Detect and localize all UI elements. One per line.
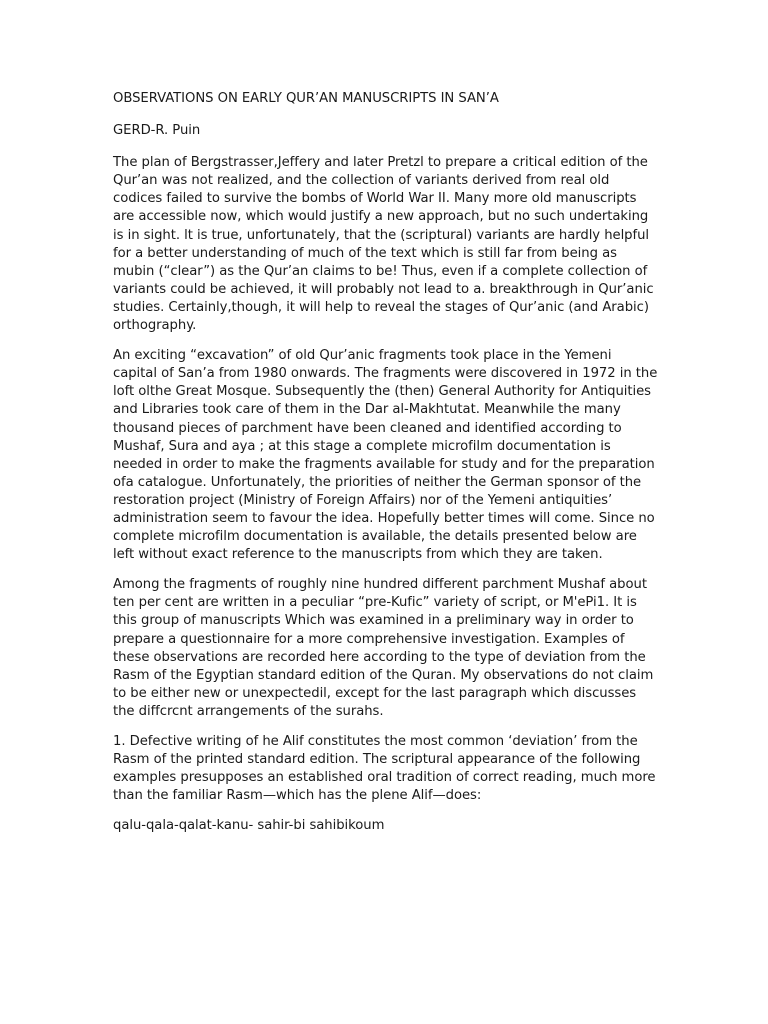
document-author: GERD-R. Puin — [113, 123, 201, 139]
paragraph-1: The plan of Bergstrasser,Jeffery and later Pretzl to prepare a critical edition of the Qur’an was not realized, and the collection of variants derived from real old codices failed to survive the bombs of World War II. Many more old manuscripts are accessible now, which would justify a new approach, but no such undertaking is in sight. lt is true, unfortunately, that the (scriptural) variants are hardly helpful for a better understanding of much of the text which is still far from being as mubin (“clear”) as the Qur’an claims to be! Thus, even if a complete collection of variants could be achieved, it will probably not lead to a. breakthrough in Qur’anic studies. Certainly,though, it will help to reveal the stages of Qur’anic (and Arabic) orthography. — [113, 155, 654, 334]
document-page — [113, 90, 658, 847]
paragraph-4: 1. Defective writing of he Alif constitutes the most common ‘deviation’ from the Rasm of the printed standard edition. The scriptural appearance of the following examples presupposes an established oral tradition of correct reading, much more than the familiar Rasm—which has the plene Alif—does: — [113, 734, 656, 804]
paragraph-5: qalu-qala-qalat-kanu- sahir-bi sahibikoum — [113, 818, 385, 834]
paragraph-2: An exciting “excavation” of old Qur’anic fragments took place in the Yemeni capital of San’a from 1980 onwards. The fragments were discovered in 1972 in the loft olthe Great Mosque. Subsequently the (then) General Authority for Antiquities and Libraries took care of them in the Dar al-Makhtutat. Meanwhile the many thousand pieces of parchment have been cleaned and identified according to Mushaf, Sura and aya ; at this stage a complete microfilm documentation is needed in order to make the fragments available for study and for the preparation ofa catalogue. Unfortunately, the priorities of neither the German sponsor of the restoration project (Ministry of Foreign Affairs) nor of the Yemeni antiquities’ administration seem to favour the idea. Hopefully better times will come. Since no complete microfilm documentation is available, the details presented below are left without exact reference to the manuscripts from which they are taken. — [113, 348, 658, 563]
paragraph-3: Among the fragments of roughly nine hundred different parchment Mushaf about ten per cent are written in a peculiar “pre-Kufic” variety of script, or M'ePi1. It is this group of manuscripts Which was examined in a preliminary way in order to prepare a questionnaire for a more comprehensive investigation. Examples of these observations are recorded here according to the type of deviation from the Rasm of the Egyptian standard edition of the Quran. My observations do not claim to be either new or unexpectedil, except for the last paragraph which discusses the diffcrcnt arrangements of the surahs. — [113, 577, 654, 719]
document-title: OBSERVATIONS ON EARLY QUR’AN MANUSCRIPTS IN SAN’A — [113, 91, 499, 106]
